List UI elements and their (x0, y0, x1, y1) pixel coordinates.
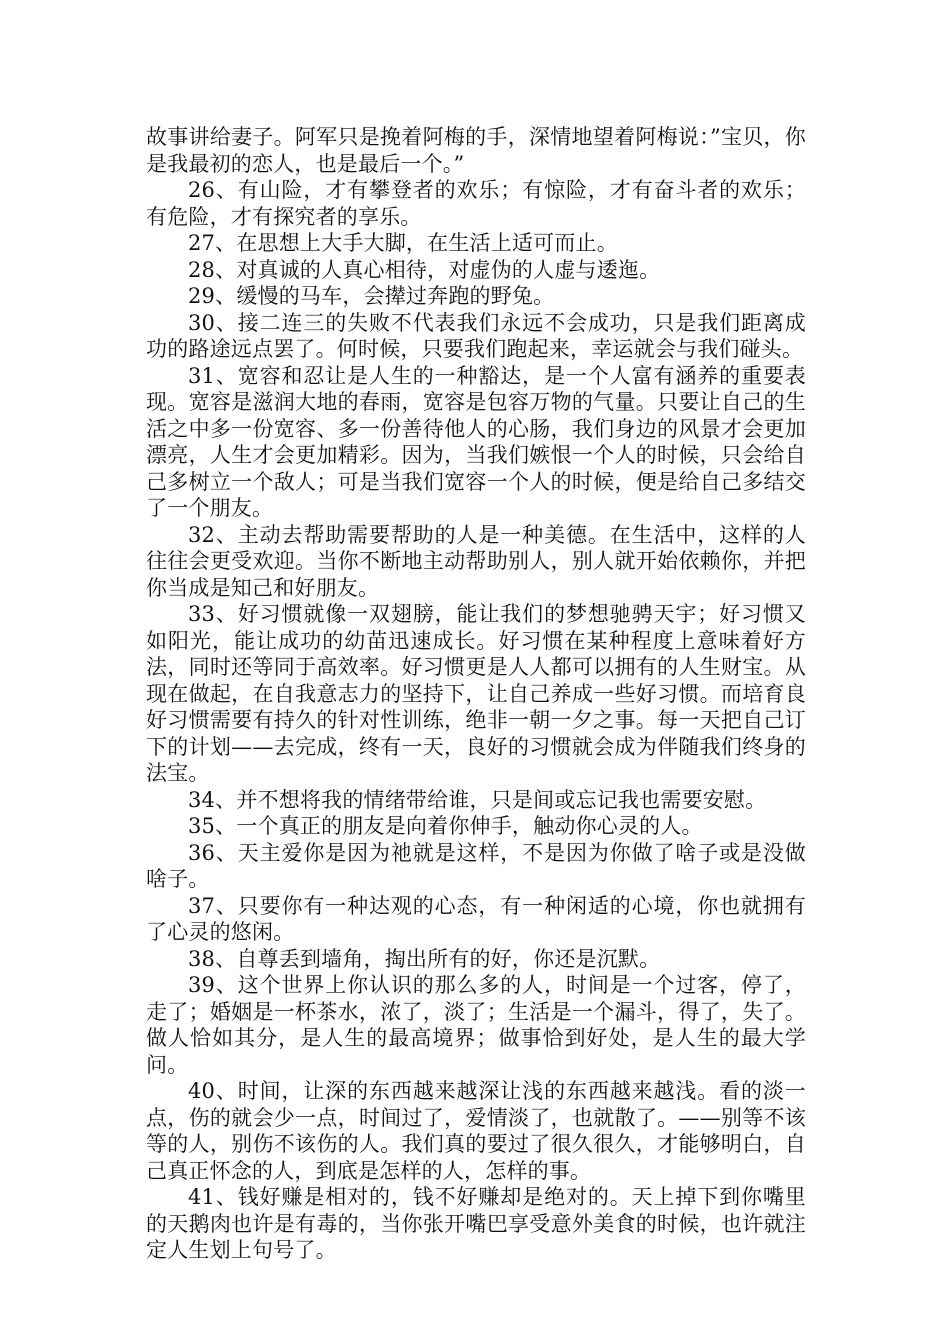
paragraph-27: 27、在思想上大手大脚，在生活上适可而止。 (188, 231, 618, 255)
paragraph-36: 36、天主爱你是因为祂就是这样，不是因为你做了啥子或是没做啥子。 (146, 840, 806, 891)
paragraph-34: 34、并不想将我的情绪带给谁，只是间或忘记我也需要安慰。 (188, 787, 767, 812)
paragraph-31: 31、宽容和忍让是人生的一种豁达，是一个人富有涵养的重要表现。宽容是滋润大地的春雨，宽容是包容万物的气量。只要让自己的生活之中多一份宽容、多一份善待他人的心肠，我们身边的风景才会更加漂亮，人生才会更加精彩。因为，当我们嫉恨一个人的时候，只会给自己多树立一个敌人；可是当我们宽容一个人的时候，便是给自己多结交了一个朋友。 (146, 363, 806, 520)
paragraph-32: 32、主动去帮助需要帮助的人是一种美德。在生活中，这样的人往往会更受欢迎。当你不断地主动帮助别人，别人就开始依赖你，并把你当成是知己和好朋友。 (146, 522, 806, 600)
paragraph-29: 29、缓慢的马车，会撵过奔跑的野兔。 (188, 284, 555, 308)
document-body (146, 124, 806, 1264)
paragraph-continuation: 故事讲给妻子。阿军只是挽着阿梅的手，深情地望着阿梅说：”宝贝，你是我最初的恋人，也是最后一个。” (146, 125, 806, 176)
paragraph-33: 33、好习惯就像一双翅膀，能让我们的梦想驰骋天宇；好习惯又如阳光，能让成功的幼苗迅速成长。好习惯在某种程度上意味着好方法，同时还等同于高效率。好习惯更是人人都可以拥有的人生财宝。从现在做起，在自我意志力的坚持下，让自己养成一些好习惯。而培育良好习惯需要有持久的针对性训练，绝非一朝一夕之事。每一天把自己订下的计划——去完成，终有一天，良好的习惯就会成为伴随我们终身的法宝。 (146, 602, 806, 785)
paragraph-38: 38、自尊丢到墙角，掏出所有的好，你还是沉默。 (188, 946, 661, 971)
paragraph-26: 26、有山险，才有攀登者的欢乐；有惊险，才有奋斗者的欢乐；有危险，才有探究者的享乐。 (146, 178, 806, 229)
paragraph-30: 30、接二连三的失败不代表我们永远不会成功，只是我们距离成功的路途远点罢了。何时候，只要我们跑起来，幸运就会与我们碰头。 (146, 310, 806, 361)
paragraph-40: 40、时间，让深的东西越来越深让浅的东西越来越浅。看的淡一点，伤的就会少一点，时间过了，爱情淡了，也就散了。——别等不该等的人，别伤不该伤的人。我们真的要过了很久很久，才能够明白，自己真正怀念的人，到底是怎样的人，怎样的事。 (146, 1079, 806, 1183)
paragraph-37: 37、只要你有一种达观的心态，有一种闲适的心境，你也就拥有了心灵的悠闲。 (146, 893, 806, 944)
paragraph-28: 28、对真诚的人真心相待，对虚伪的人虚与逶迤。 (188, 257, 661, 282)
paragraph-41: 41、钱好赚是相对的，钱不好赚却是绝对的。天上掉下到你嘴里的天鹅肉也许是有毒的，当你张开嘴巴享受意外美食的时候，也许就注定人生划上句号了。 (146, 1185, 806, 1262)
paragraph-35: 35、一个真正的朋友是向着你伸手，触动你心灵的人。 (188, 814, 703, 838)
paragraph-39: 39、这个世界上你认识的那么多的人，时间是一个过客，停了，走了；婚姻是一杯茶水，浓了，淡了；生活是一个漏斗，得了，失了。做人恰如其分，是人生的最高境界；做事恰到好处，是人生的最大学问。 (146, 973, 806, 1077)
